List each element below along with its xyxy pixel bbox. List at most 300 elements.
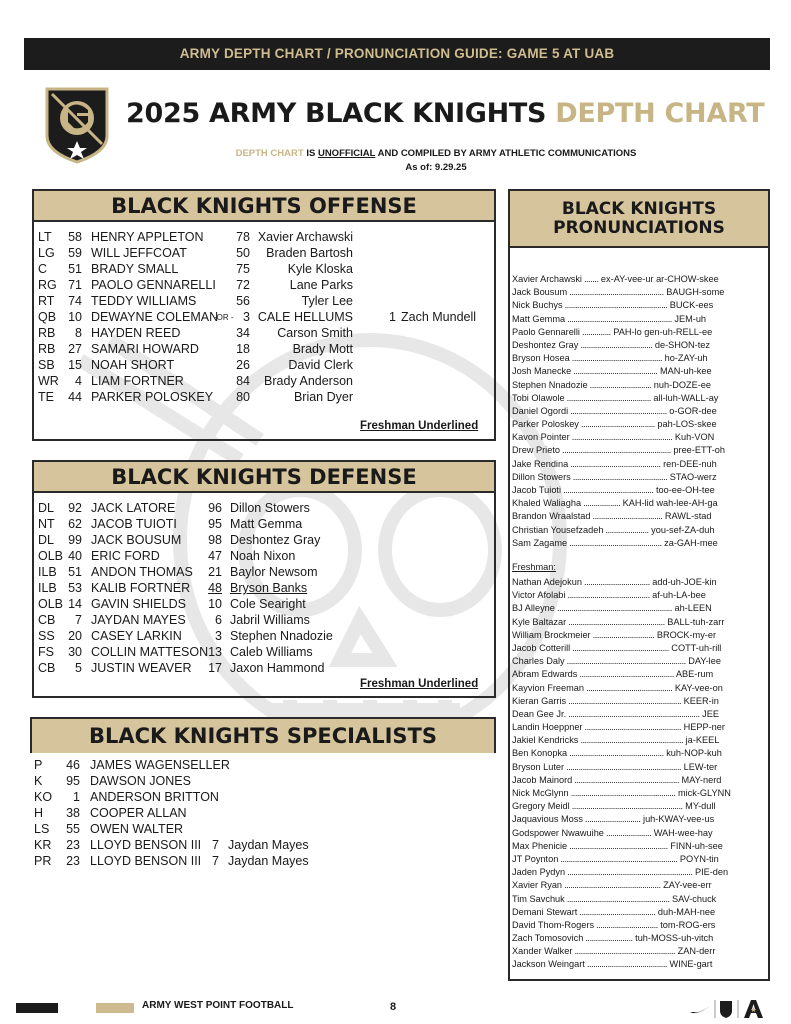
defense-p2: Deshontez Gray bbox=[230, 533, 321, 547]
pron-say: pree-ETT-oh bbox=[670, 445, 725, 456]
pron-name: Gregory Meidl bbox=[512, 801, 570, 812]
freshman-pronunciation-list bbox=[512, 576, 766, 972]
defense-p1: JACK BOUSUM bbox=[91, 533, 182, 547]
pronunciation-item bbox=[512, 497, 766, 510]
pronunciation-item bbox=[512, 893, 766, 906]
defense-p2: Matt Gemma bbox=[230, 517, 303, 531]
pronunciation-item bbox=[512, 471, 766, 484]
specialists-pos: H bbox=[34, 806, 44, 820]
defense-p2: Jaxon Hammond bbox=[230, 661, 325, 675]
pron-leader: ............................................. bbox=[567, 537, 662, 548]
offense-p2: Braden Bartosh bbox=[266, 246, 353, 260]
pron-say: MY-dull bbox=[682, 801, 716, 812]
pron-leader: ............................................... bbox=[570, 642, 669, 653]
pronunciation-item bbox=[512, 524, 766, 537]
defense-pos: DL bbox=[38, 501, 54, 515]
pron-leader: ................................................... bbox=[572, 774, 679, 785]
pronunciation-item bbox=[512, 932, 766, 945]
pron-name: Xavier Ryan bbox=[512, 880, 563, 891]
pron-name: Brandon Wraalstad bbox=[512, 511, 591, 522]
pron-leader: ............................................... bbox=[582, 722, 682, 733]
pron-name: Demani Stewart bbox=[512, 906, 578, 917]
pron-say: za-GAH-mee bbox=[661, 537, 718, 548]
offense-title: BLACK KNIGHTS OFFENSE bbox=[34, 191, 494, 222]
pron-leader: ................................... bbox=[578, 339, 653, 350]
pron-leader: ............................................... bbox=[562, 880, 661, 891]
subtitle-is: IS bbox=[303, 148, 318, 159]
offense-p1: BRADY SMALL bbox=[91, 262, 179, 276]
pronunciation-item bbox=[512, 708, 766, 721]
pron-name: Stephen Nnadozie bbox=[512, 379, 588, 390]
pron-say: ZAN-derr bbox=[675, 946, 716, 957]
pron-name: Kavon Pointer bbox=[512, 432, 570, 443]
subtitle-rest: AND COMPILED BY ARMY ATHLETIC COMMUNICATIONS bbox=[375, 148, 637, 159]
pron-say: ex-AY-vee-ur ar-CHOW-skee bbox=[598, 274, 719, 284]
pronunciation-item bbox=[512, 629, 766, 642]
pronunciation-item bbox=[512, 313, 766, 326]
pron-say: de-SHON-tez bbox=[652, 339, 710, 350]
offense-pos: LG bbox=[38, 246, 55, 260]
title-main: 2025 ARMY BLACK KNIGHTS bbox=[126, 98, 547, 129]
pronunciation-item bbox=[512, 800, 766, 813]
pron-name: Deshontez Gray bbox=[512, 339, 579, 350]
offense-n2: 26 bbox=[236, 358, 250, 372]
offense-n2: 56 bbox=[236, 294, 250, 308]
defense-pos: CB bbox=[38, 661, 56, 675]
defense-title: BLACK KNIGHTS DEFENSE bbox=[34, 462, 494, 493]
specialists-p1: ANDERSON BRITTON bbox=[90, 790, 219, 804]
defense-p2: Baylor Newsom bbox=[230, 565, 318, 579]
pron-name: Nick Buchys bbox=[512, 300, 563, 311]
pron-leader: ................................................................ bbox=[566, 708, 700, 719]
pronunciation-item bbox=[512, 840, 766, 853]
pron-leader: .............................................. bbox=[567, 287, 664, 298]
offense-n1: 8 bbox=[75, 326, 82, 340]
pron-name: Jakiel Kendricks bbox=[512, 735, 579, 746]
defense-n1: 53 bbox=[68, 581, 82, 595]
pron-name: Khaled Waliagha bbox=[512, 498, 582, 509]
defense-n1: 14 bbox=[68, 597, 82, 611]
pron-leader: .............................................. bbox=[577, 669, 674, 680]
pron-leader: ............................................... bbox=[568, 405, 667, 416]
pron-say: LEW-ter bbox=[681, 761, 718, 772]
pronunciation-item bbox=[512, 747, 766, 760]
specialists-n1: 23 bbox=[66, 838, 80, 852]
pron-leader: ................................................ bbox=[567, 840, 668, 851]
offense-pos: QB bbox=[38, 310, 57, 324]
pron-name: Dillon Stowers bbox=[512, 471, 571, 482]
pron-name: Kayvion Freeman bbox=[512, 682, 585, 693]
offense-pos: LT bbox=[38, 230, 52, 244]
pronunciation-item bbox=[512, 906, 766, 919]
defense-n2: 98 bbox=[208, 533, 222, 547]
pron-say: RAWL-stad bbox=[662, 511, 712, 522]
pron-say: nuh-DOZE-ee bbox=[651, 379, 711, 390]
specialists-n1: 38 bbox=[66, 806, 80, 820]
pron-leader: .................................................. bbox=[564, 893, 670, 904]
pronunciation-item bbox=[512, 589, 766, 602]
pron-leader: ................................................. bbox=[569, 432, 673, 443]
offense-p1: LIAM FORTNER bbox=[91, 374, 184, 388]
pron-name: Bryson Hosea bbox=[512, 353, 570, 364]
offense-pos: RB bbox=[38, 342, 56, 356]
pronunciation-item bbox=[512, 668, 766, 681]
offense-n2: 3 bbox=[243, 310, 250, 324]
specialists-n1: 95 bbox=[66, 774, 80, 788]
defense-n1: 40 bbox=[68, 549, 82, 563]
offense-p2: Lane Parks bbox=[289, 278, 353, 292]
pron-say: SAV-chuck bbox=[669, 893, 717, 904]
pron-say: JEM-uh bbox=[671, 313, 707, 324]
offense-pos: C bbox=[38, 262, 48, 276]
pron-name: Landin Hoeppner bbox=[512, 722, 583, 733]
offense-n2: 50 bbox=[236, 246, 250, 260]
specialists-pos: PR bbox=[34, 854, 52, 868]
pron-leader: .......................................................... bbox=[564, 656, 686, 667]
pron-name: Jackson Weingart bbox=[512, 959, 585, 970]
specialists-pos: P bbox=[34, 758, 43, 772]
pron-say: duh-MAH-nee bbox=[655, 906, 716, 917]
specialists-n1: 46 bbox=[66, 758, 80, 772]
pron-name: Jaden Pydyn bbox=[512, 867, 566, 878]
defense-pos: FS bbox=[38, 645, 54, 659]
offense-n1: 10 bbox=[68, 310, 82, 324]
pron-name: Kyle Baltazar bbox=[512, 616, 567, 627]
defense-p2: Jabril Williams bbox=[230, 613, 310, 627]
page-number: 8 bbox=[390, 1001, 397, 1013]
pron-name: Zach Tomosovich bbox=[512, 933, 584, 944]
offense-p2: Brady Mott bbox=[292, 342, 353, 356]
title-accent: DEPTH CHART bbox=[555, 98, 765, 129]
specialists-p1: COOPER ALLAN bbox=[90, 806, 187, 820]
pron-name: William Brockmeier bbox=[512, 629, 591, 640]
pron-say: BROCK-my-er bbox=[654, 629, 717, 640]
pron-leader: ...................................................... bbox=[569, 801, 683, 812]
page-title bbox=[126, 98, 765, 129]
footer-text: ARMY WEST POINT FOOTBALL bbox=[142, 1000, 294, 1011]
offense-n1: 58 bbox=[68, 230, 82, 244]
offense-p1: NOAH SHORT bbox=[91, 358, 175, 372]
pronunciations-title-line2: PRONUNCIATIONS bbox=[553, 218, 725, 238]
pronunciation-item bbox=[512, 431, 766, 444]
offense-n2: 18 bbox=[236, 342, 250, 356]
pron-say: DAY-lee bbox=[685, 656, 721, 667]
pron-leader: ............................................ bbox=[568, 458, 661, 469]
specialists-pos: KO bbox=[34, 790, 53, 804]
pron-say: all-luh-WALL-ay bbox=[650, 392, 719, 403]
pronunciation-item bbox=[512, 392, 766, 405]
offense-p2: CALE HELLUMS bbox=[257, 310, 353, 324]
defense-n2: 17 bbox=[208, 661, 222, 675]
army-shield-small-icon bbox=[720, 1001, 732, 1018]
offense-p2: Brian Dyer bbox=[293, 390, 353, 404]
pron-leader: .................................. bbox=[590, 511, 663, 522]
offense-p2: David Clerk bbox=[288, 358, 353, 372]
pron-leader: ..................................................... bbox=[560, 445, 671, 456]
pron-leader: .............................. bbox=[590, 629, 655, 640]
pron-leader: ....................................... bbox=[584, 959, 667, 970]
defense-p1: KALIB FORTNER bbox=[91, 581, 191, 595]
specialists-p1: DAWSON JONES bbox=[90, 774, 191, 788]
pron-say: Kuh-VON bbox=[672, 432, 715, 443]
defense-pos: SS bbox=[38, 629, 55, 643]
offense-p1: SAMARI HOWARD bbox=[91, 342, 199, 356]
pronunciation-item bbox=[512, 919, 766, 932]
offense-n2: 34 bbox=[236, 326, 250, 340]
pronunciation-item bbox=[512, 286, 766, 299]
specialists-n2: 7 bbox=[212, 854, 219, 868]
pron-leader: ................................ bbox=[581, 577, 650, 587]
specialists-n1: 55 bbox=[66, 822, 80, 836]
specialists-p1: LLOYD BENSON III bbox=[90, 854, 202, 868]
defense-n2: 96 bbox=[208, 501, 222, 515]
offense-pos: RG bbox=[38, 278, 57, 292]
pronunciation-item bbox=[512, 879, 766, 892]
pronunciation-item bbox=[512, 405, 766, 418]
pron-leader: ............................................................. bbox=[565, 867, 693, 878]
offense-p1: DEWAYNE COLEMAN bbox=[91, 310, 219, 324]
defense-p1: JACK LATORE bbox=[91, 501, 176, 515]
pron-leader: ........................................................ bbox=[554, 603, 672, 614]
defense-p2: Bryson Banks bbox=[230, 581, 308, 595]
pron-name: Daniel Ogordi bbox=[512, 405, 569, 416]
pron-leader: ....... bbox=[581, 274, 599, 284]
pronunciation-item bbox=[512, 273, 766, 286]
pronunciation-item bbox=[512, 418, 766, 431]
pronunciation-item bbox=[512, 576, 766, 589]
pron-say: KEER-in bbox=[681, 695, 719, 706]
specialists-p2: Jaydan Mayes bbox=[228, 838, 309, 852]
defense-pos: ILB bbox=[38, 565, 57, 579]
pronunciation-item bbox=[512, 866, 766, 879]
specialists-n2: 7 bbox=[212, 838, 219, 852]
pron-name: David Thom-Rogers bbox=[512, 919, 595, 930]
pronunciation-item bbox=[512, 682, 766, 695]
pron-name: Tobi Olawole bbox=[512, 392, 565, 403]
specialists-p1: JAMES WAGENSELLER bbox=[90, 758, 230, 772]
specialists-pos: KR bbox=[34, 838, 52, 852]
offense-n2: 75 bbox=[236, 262, 250, 276]
pron-leader: ........................... bbox=[582, 814, 641, 825]
defense-pos: CB bbox=[38, 613, 56, 627]
pron-say: COTT-uh-rill bbox=[668, 642, 722, 653]
specialists-n1: 1 bbox=[73, 790, 80, 804]
pronunciation-list bbox=[512, 273, 766, 550]
pron-say: ho-ZAY-uh bbox=[662, 353, 708, 364]
pronunciation-item bbox=[512, 326, 766, 339]
pron-name: Parker Poloskey bbox=[512, 419, 579, 430]
pron-leader: ........................................................ bbox=[564, 761, 682, 772]
defense-n1: 92 bbox=[68, 501, 82, 515]
pron-say: tuh-MOSS-uh-vitch bbox=[632, 933, 714, 944]
defense-pos: OLB bbox=[38, 597, 64, 611]
pron-say: juh-KWAY-vee-us bbox=[640, 814, 715, 825]
specialists-panel bbox=[30, 717, 496, 753]
pron-name: JT Poynton bbox=[512, 853, 559, 864]
pron-say: add-uh-JOE-kin bbox=[649, 577, 717, 587]
offense-p1: TEDDY WILLIAMS bbox=[91, 294, 197, 308]
pron-name: Kieran Garris bbox=[512, 695, 567, 706]
specialists-p2: Jaydan Mayes bbox=[228, 854, 309, 868]
pron-leader: ............................................... bbox=[566, 616, 665, 627]
pron-name: Tim Savchuk bbox=[512, 893, 565, 904]
defense-n1: 99 bbox=[68, 533, 82, 547]
pronunciation-item bbox=[512, 642, 766, 655]
pron-leader: .............................. bbox=[594, 919, 658, 930]
pronunciation-item bbox=[512, 655, 766, 668]
pronunciation-item bbox=[512, 787, 766, 800]
defense-p2: Caleb Williams bbox=[230, 645, 313, 659]
defense-n2: 6 bbox=[215, 613, 222, 627]
pron-say: BUCK-ees bbox=[667, 300, 714, 311]
pron-name: Charles Daly bbox=[512, 656, 565, 667]
defense-freshman-note: Freshman Underlined bbox=[360, 678, 479, 690]
pronunciation-item bbox=[512, 299, 766, 312]
offense-n1: 4 bbox=[75, 374, 82, 388]
specialists-pos: K bbox=[34, 774, 43, 788]
pron-leader: ......................................... bbox=[564, 392, 651, 403]
pron-leader: .................................................. bbox=[578, 735, 684, 746]
offense-p2: Brady Anderson bbox=[264, 374, 353, 388]
pronunciation-item bbox=[512, 761, 766, 774]
pron-name: Jacob Mainord bbox=[512, 774, 573, 785]
pronunciation-item bbox=[512, 458, 766, 471]
pronunciation-item bbox=[512, 352, 766, 365]
pron-leader: ..................................... bbox=[577, 906, 656, 917]
pron-leader: ..................... bbox=[603, 524, 649, 535]
pronunciations-title bbox=[510, 191, 768, 248]
pron-leader: .................................... bbox=[578, 419, 655, 430]
pronunciation-item bbox=[512, 339, 766, 352]
pron-name: Ben Konopka bbox=[512, 748, 568, 759]
offense-p2: Kyle Kloska bbox=[287, 262, 353, 276]
defense-n2: 10 bbox=[208, 597, 222, 611]
defense-n1: 30 bbox=[68, 645, 82, 659]
pron-name: Xander Walker bbox=[512, 946, 573, 957]
pron-leader: ......................................... bbox=[571, 366, 658, 377]
pronunciation-item bbox=[512, 365, 766, 378]
offense-n2: 84 bbox=[236, 374, 250, 388]
pron-say: ZAY-vee-err bbox=[660, 880, 712, 891]
pron-say: MAY-nerd bbox=[679, 774, 722, 785]
pron-name: Bryson Luter bbox=[512, 761, 565, 772]
pron-name: Josh Manecke bbox=[512, 366, 572, 377]
pron-say: JEE bbox=[699, 708, 719, 719]
pron-leader: ...................... bbox=[603, 827, 652, 838]
pron-name: Jacob Tuioti bbox=[512, 485, 562, 495]
pron-say: pah-LOS-skee bbox=[654, 419, 717, 430]
pronunciations-title-line1: BLACK KNIGHTS bbox=[561, 199, 717, 219]
army-shield-logo-icon bbox=[44, 86, 110, 164]
defense-p1: GAVIN SHIELDS bbox=[91, 597, 186, 611]
offense-n1: 44 bbox=[68, 390, 82, 404]
defense-n2: 95 bbox=[208, 517, 222, 531]
pronunciation-item bbox=[512, 813, 766, 826]
pron-say: ah-LEEN bbox=[671, 603, 712, 614]
defense-n2: 21 bbox=[208, 565, 222, 579]
footer-gold-bar bbox=[96, 1003, 134, 1013]
offense-p1: PAOLO GENNARELLI bbox=[91, 278, 216, 292]
offense-pos: TE bbox=[38, 390, 54, 404]
pron-say: af-uh-LA-bee bbox=[649, 590, 706, 601]
pron-name: Xavier Archawski bbox=[512, 274, 582, 284]
footer-dark-bar bbox=[16, 1003, 58, 1013]
defense-p2: Dillon Stowers bbox=[230, 501, 310, 515]
defense-p2: Noah Nixon bbox=[230, 549, 296, 563]
offense-p3: Zach Mundell bbox=[401, 310, 477, 324]
pron-say: MAN-uh-kee bbox=[657, 366, 712, 377]
defense-n1: 20 bbox=[68, 629, 82, 643]
specialists-pos: LS bbox=[34, 822, 50, 836]
pron-leader: ........................................ bbox=[565, 590, 650, 601]
defense-n1: 51 bbox=[68, 565, 82, 579]
pronunciation-item bbox=[512, 602, 766, 615]
defense-n2: 13 bbox=[208, 645, 222, 659]
pron-say: BALL-tuh-zarr bbox=[664, 616, 725, 627]
pron-say: KAH-lid wah-lee-AH-ga bbox=[620, 498, 718, 509]
nike-swoosh-icon bbox=[690, 1006, 710, 1013]
offense-pos: WR bbox=[38, 374, 59, 388]
pronunciation-item bbox=[512, 853, 766, 866]
defense-pos: NT bbox=[38, 517, 55, 531]
pron-leader: ............................................ bbox=[561, 485, 654, 495]
pron-say: BAUGH-some bbox=[663, 287, 725, 298]
subtitle-unofficial: UNOFFICIAL bbox=[317, 148, 376, 159]
defense-n2: 3 bbox=[215, 629, 222, 643]
pron-name: Dean Gee Jr. bbox=[512, 708, 567, 719]
pron-leader: .............................................. bbox=[567, 748, 664, 759]
pron-name: Nathan Adejokun bbox=[512, 577, 582, 587]
pron-leader: .......................................... bbox=[584, 682, 673, 693]
defense-n1: 5 bbox=[75, 661, 82, 675]
offense-n1: 51 bbox=[68, 262, 82, 276]
specialists-p1: LLOYD BENSON III bbox=[90, 838, 202, 852]
pron-name: Victor Afolabi bbox=[512, 590, 566, 601]
offense-p1: HENRY APPLETON bbox=[91, 230, 204, 244]
defense-n2: 48 bbox=[208, 581, 222, 595]
pron-say: ren-DEE-nuh bbox=[660, 458, 717, 469]
pron-leader: ................................................... bbox=[568, 788, 676, 798]
specialists-p1: OWEN WALTER bbox=[90, 822, 184, 836]
as-of-date: As of: 9.29.25 bbox=[405, 162, 467, 173]
offense-n1: 71 bbox=[68, 278, 82, 292]
offense-p1: PARKER POLOSKEY bbox=[91, 390, 214, 404]
pron-leader: ................................................. bbox=[572, 946, 676, 957]
pron-leader: ............................................ bbox=[569, 353, 663, 364]
pron-say: FINN-uh-see bbox=[667, 840, 723, 851]
pronunciation-item bbox=[512, 958, 766, 971]
pron-say: WINE-gart bbox=[666, 959, 713, 970]
offense-or: -OR - bbox=[214, 313, 234, 322]
pronunciation-item bbox=[512, 827, 766, 840]
pronunciation-item bbox=[512, 721, 766, 734]
pron-name: Abram Edwards bbox=[512, 669, 578, 680]
offense-n2: 78 bbox=[236, 230, 250, 244]
pron-name: Christian Yousefzadeh bbox=[512, 524, 604, 535]
freshman-label: Freshman: bbox=[512, 562, 556, 572]
offense-p2: Tyler Lee bbox=[301, 294, 353, 308]
pron-name: Nick McGlynn bbox=[512, 788, 569, 798]
offense-n1: 15 bbox=[68, 358, 82, 372]
pron-say: HEPP-ner bbox=[681, 722, 725, 733]
pron-name: Drew Prieto bbox=[512, 445, 560, 456]
pron-say: POYN-tin bbox=[677, 853, 719, 864]
pron-leader: .............. bbox=[579, 326, 611, 337]
pron-leader: .............................................. bbox=[570, 471, 668, 482]
defense-p2: Cole Searight bbox=[230, 597, 306, 611]
offense-n2: 80 bbox=[236, 390, 250, 404]
defense-n2: 47 bbox=[208, 549, 222, 563]
